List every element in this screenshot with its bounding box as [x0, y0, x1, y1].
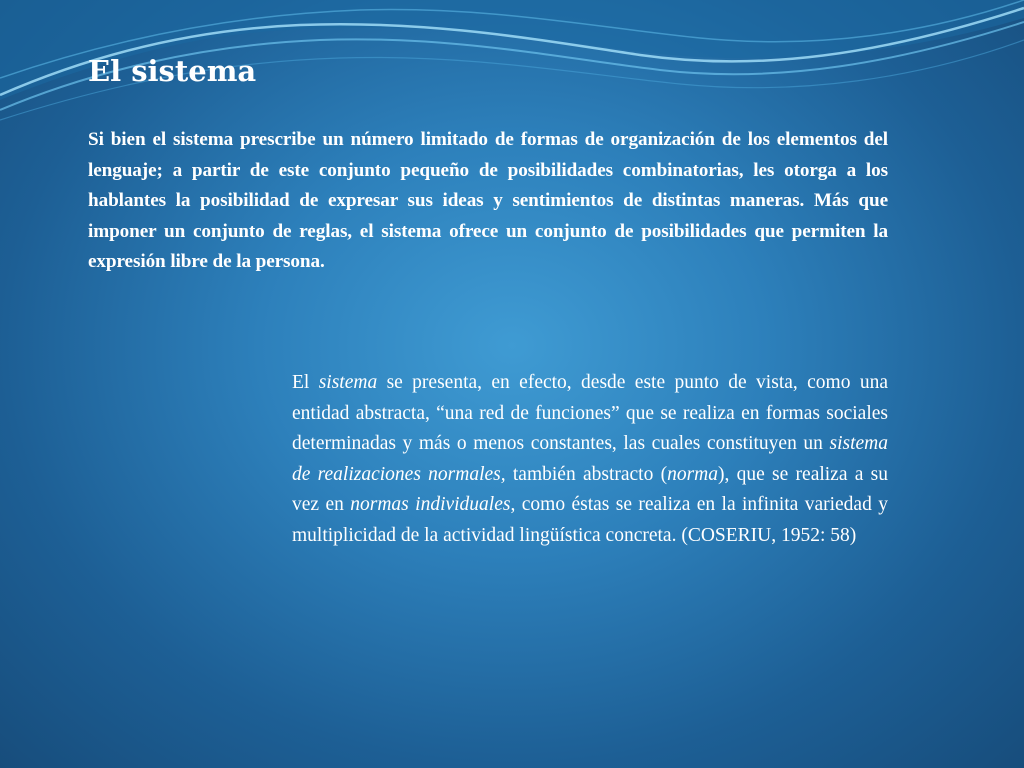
quote-italic-realizaciones: sistema de realizaciones normales, — [292, 433, 888, 485]
quote-italic-sistema: sistema — [318, 372, 378, 393]
quote-text-3: también abstracto ( — [505, 463, 668, 485]
quote-italic-norma: norma — [667, 463, 719, 485]
quote-paragraph — [292, 368, 888, 552]
quote-text-4: ), que se realiza a su vez en — [292, 463, 888, 516]
intro-paragraph: Si bien el sistema prescribe un número limitado de formas de organización de los elementos del lenguaje; a partir de este conjunto pequeño de posibilidades combinatorias, les otorga a los hablantes la posibilidad de expresar sus ideas y sentimientos de distintas maneras. Más que imponer un conjunto de reglas, el sistema ofrece un conjunto de posibilidades que permiten la expresión libre de la persona. — [88, 129, 888, 273]
quote-text-1: El — [292, 372, 319, 393]
quote-text-2: se presenta, en efecto, desde este punto de vista, como una entidad abstracta, “una red de funciones” que se realiza en formas sociales determinadas y más o menos constantes, las cuales constituyen un — [292, 372, 888, 455]
slide-title: El sistema — [88, 54, 257, 88]
quote-text-5: , como éstas se realiza en la infinita variedad y multiplicidad de la actividad lingüística concreta. (COSERIU, 1952: 58) — [292, 494, 888, 546]
quote-italic-normas-individuales: normas individuales — [350, 494, 511, 516]
